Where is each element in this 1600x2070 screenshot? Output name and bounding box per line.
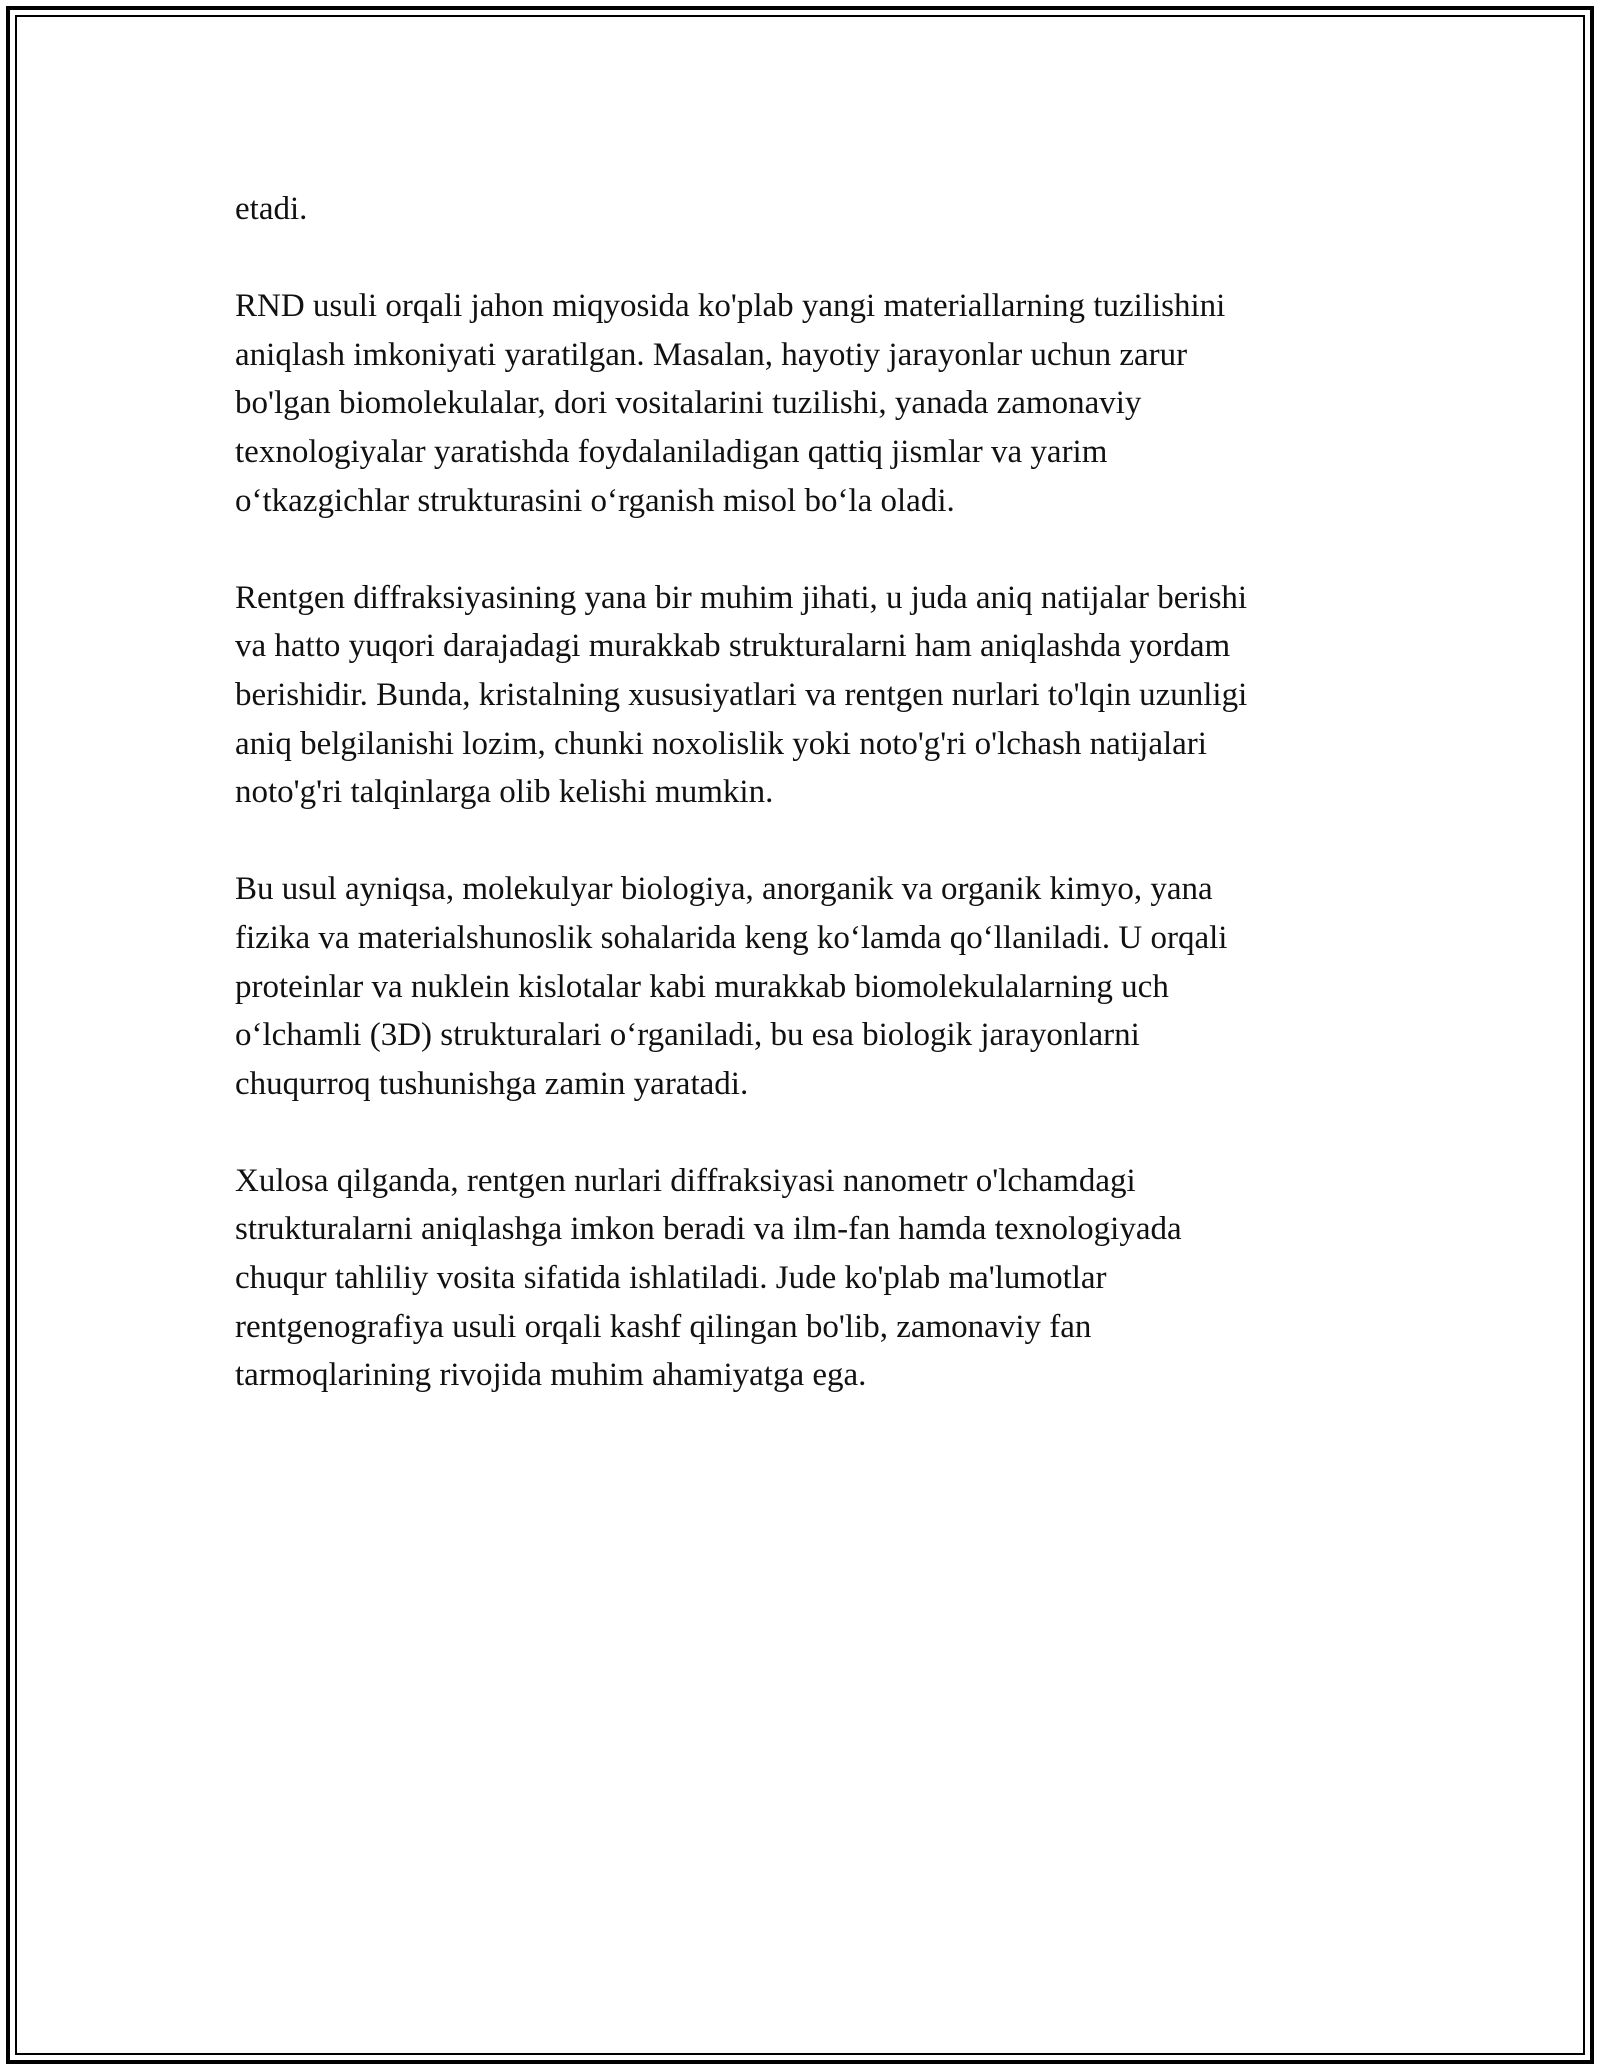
paragraph-conclusion: Xulosa qilganda, rentgen nurlari diffraksiyasi nanometr o'lchamdagi strukturalarni aniqlashga imkon beradi va ilm-fan hamda texnologiyada chuqur tahliliy vosita sifatida ishlatiladi. Jude ko'plab ma'lumotlar rentgenografiya usuli orqali kashf qilingan bo'lib, zamonaviy fan tarmoqlarining rivojida muhim ahamiyatga ega. <box>235 1162 1182 1394</box>
paragraph-rnd-method: RND usuli orqali jahon miqyosida ko'plab yangi materiallarning tuzilishini aniqlash imkoniyati yaratilgan. Masalan, hayotiy jarayonlar uchun zarur bo'lgan biomolekulalar, dori vositalarini tuzilishi, yanada zamonaviy texnologiyalar yaratishda foydalaniladigan qattiq jismlar va yarim o‘tkazgichlar strukturasini o‘rganish misol bo‘la oladi. <box>235 288 1226 519</box>
document-body <box>235 185 1375 1448</box>
paragraph-applications: Bu usul ayniqsa, molekulyar biologiya, anorganik va organik kimyo, yana fizika va materialshunoslik sohalarida keng ko‘lamda qo‘llaniladi. U orqali proteinlar va nuklein kislotalar kabi murakkab biomolekulalarning uch o‘lchamli (3D) strukturalari o‘rganiladi, bu esa biologik jarayonlarni chuqurroq tushunishga zamin yaratadi. <box>235 871 1228 1102</box>
paragraph-diffraction-accuracy: Rentgen diffraksiyasining yana bir muhim jihati, u juda aniq natijalar berishi va hatto yuqori darajadagi murakkab strukturalarni ham aniqlashda yordam berishidir. Bunda, kristalning xususiyatlari va rentgen nurlari to'lqin uzunligi aniq belgilanishi lozim, chunki noxolislik yoki noto'g'ri o'lchash natijalari noto'g'ri talqinlarga olib kelishi mumkin. <box>235 579 1248 811</box>
paragraph-continuation: etadi. <box>235 191 308 227</box>
